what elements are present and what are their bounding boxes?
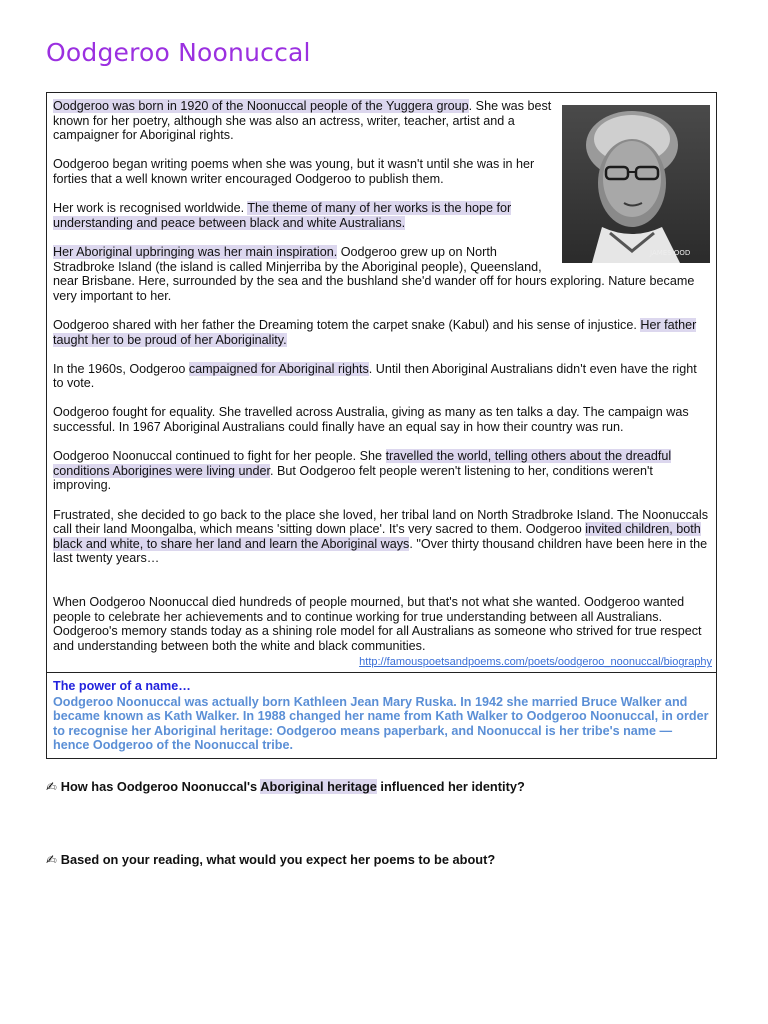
text: . Until then Aboriginal Australians didn't even have the right to vote. — [53, 361, 697, 391]
name-info-box — [47, 673, 716, 753]
text: How has Oodgeroo Noonuccal's — [60, 779, 261, 794]
question-1 — [46, 779, 525, 795]
name-box-body: Oodgeroo Noonuccal was actually born Kathleen Jean Mary Ruska. In 1942 she married Bruce Walker and became known as Kath Walker. In 1988 changed her name from Kath Walker to Oodgeroo Noonuccal, in order to recognise her Aboriginal heritage: Oodgeroo means paperbark, and Noonuccal is her tribe's name — hence Oodgeroo of the Noonuccal tribe. — [53, 694, 709, 753]
bio-paragraph-2: Oodgeroo began writing poems when she was young, but it wasn't until she was in her forties that a well known writer encouraged Oodgeroo to publish them. — [53, 157, 535, 186]
biography-section — [47, 93, 716, 673]
highlight: Her Aboriginal upbringing was her main inspiration. — [53, 244, 338, 259]
question-2 — [46, 852, 495, 868]
text: Her work is recognised worldwide. — [53, 201, 248, 216]
writing-hand-icon: ✍ — [46, 780, 57, 795]
text: Oodgeroo grew up on North Stradbroke Island (the island is called Minjerriba by the Aboriginal people), Queensland, near Brisbane. Here, surrounded by the sea and the bushland she'd wander off for hours exploring. Nature became very important to her. — [53, 244, 695, 303]
portrait-photo — [562, 105, 710, 263]
content-frame — [46, 92, 717, 759]
page-title: Oodgeroo Noonuccal — [46, 38, 311, 67]
highlight: The theme of many of her works is the hope for understanding and peace between black and white Australians. — [53, 201, 512, 230]
text: . She was best known for her poetry, although she was also an actress, writer, teacher, artist and a campaigner for Aboriginal rights. — [53, 99, 552, 143]
text: Oodgeroo shared with her father the Dreaming totem the carpet snake (Kabul) and his sense of injustice. — [53, 317, 641, 332]
highlight: Her father taught her to be proud of her Aboriginality. — [53, 317, 697, 347]
writing-hand-icon: ✍ — [46, 853, 57, 868]
bio-paragraph-8 — [53, 449, 710, 493]
text: Oodgeroo Noonuccal continued to fight for her people. She — [53, 449, 386, 464]
highlight: Aboriginal heritage — [260, 779, 377, 794]
highlight: travelled the world, telling others about the dreadful conditions Aborigines were living under — [53, 449, 672, 478]
text: Frustrated, she decided to go back to the place she loved, her tribal land on North Stradbroke Island. The Noonuccals call their land Moongalba, which means 'sitting down place'. It's very sacred to them. Oodgeroo — [53, 507, 709, 537]
bio-paragraph-5 — [53, 318, 710, 347]
name-box-heading: The power of a name… — [53, 679, 191, 693]
highlight: campaigned for Aboriginal rights — [188, 361, 369, 376]
bio-paragraph-10: When Oodgeroo Noonuccal died hundreds of people mourned, but that's not what she wanted. Oodgeroo wanted people to celebrate her achievements and to continue working for true understanding between all Australians. Oodgeroo's memory stands today as a shining role model for all Australians as someone who strived for true respect and understanding between both the white and black communities. — [53, 595, 702, 653]
text: . "Over thirty thousand children have been here in the last twenty years… — [53, 536, 708, 566]
text: In the 1960s, Oodgeroo — [53, 361, 189, 376]
bio-paragraph-6 — [53, 362, 710, 391]
text: . But Oodgeroo felt people weren't listening to her, conditions weren't improving. — [53, 463, 653, 493]
bio-paragraph-7: Oodgeroo fought for equality. She travelled across Australia, giving as many as ten talks a day. The campaign was successful. In 1967 Aboriginal Australians could finally have an equal say in how their country was run. — [53, 405, 689, 435]
text: influenced her identity? — [376, 779, 525, 794]
bio-paragraph-9 — [53, 508, 710, 566]
text: Based on your reading, what would you expect her poems to be about? — [60, 852, 496, 867]
highlight: invited children, both black and white, to share her land and learn the Aboriginal ways — [53, 522, 701, 551]
highlight: Oodgeroo was born in 1920 of the Noonuccal people of the Yuggera group — [53, 99, 469, 113]
source-link[interactable]: http://famouspoetsandpoems.com/poets/oodgeroo_noonuccal/biography — [359, 656, 712, 669]
photo-caption: JAMES OOD — [650, 249, 691, 257]
